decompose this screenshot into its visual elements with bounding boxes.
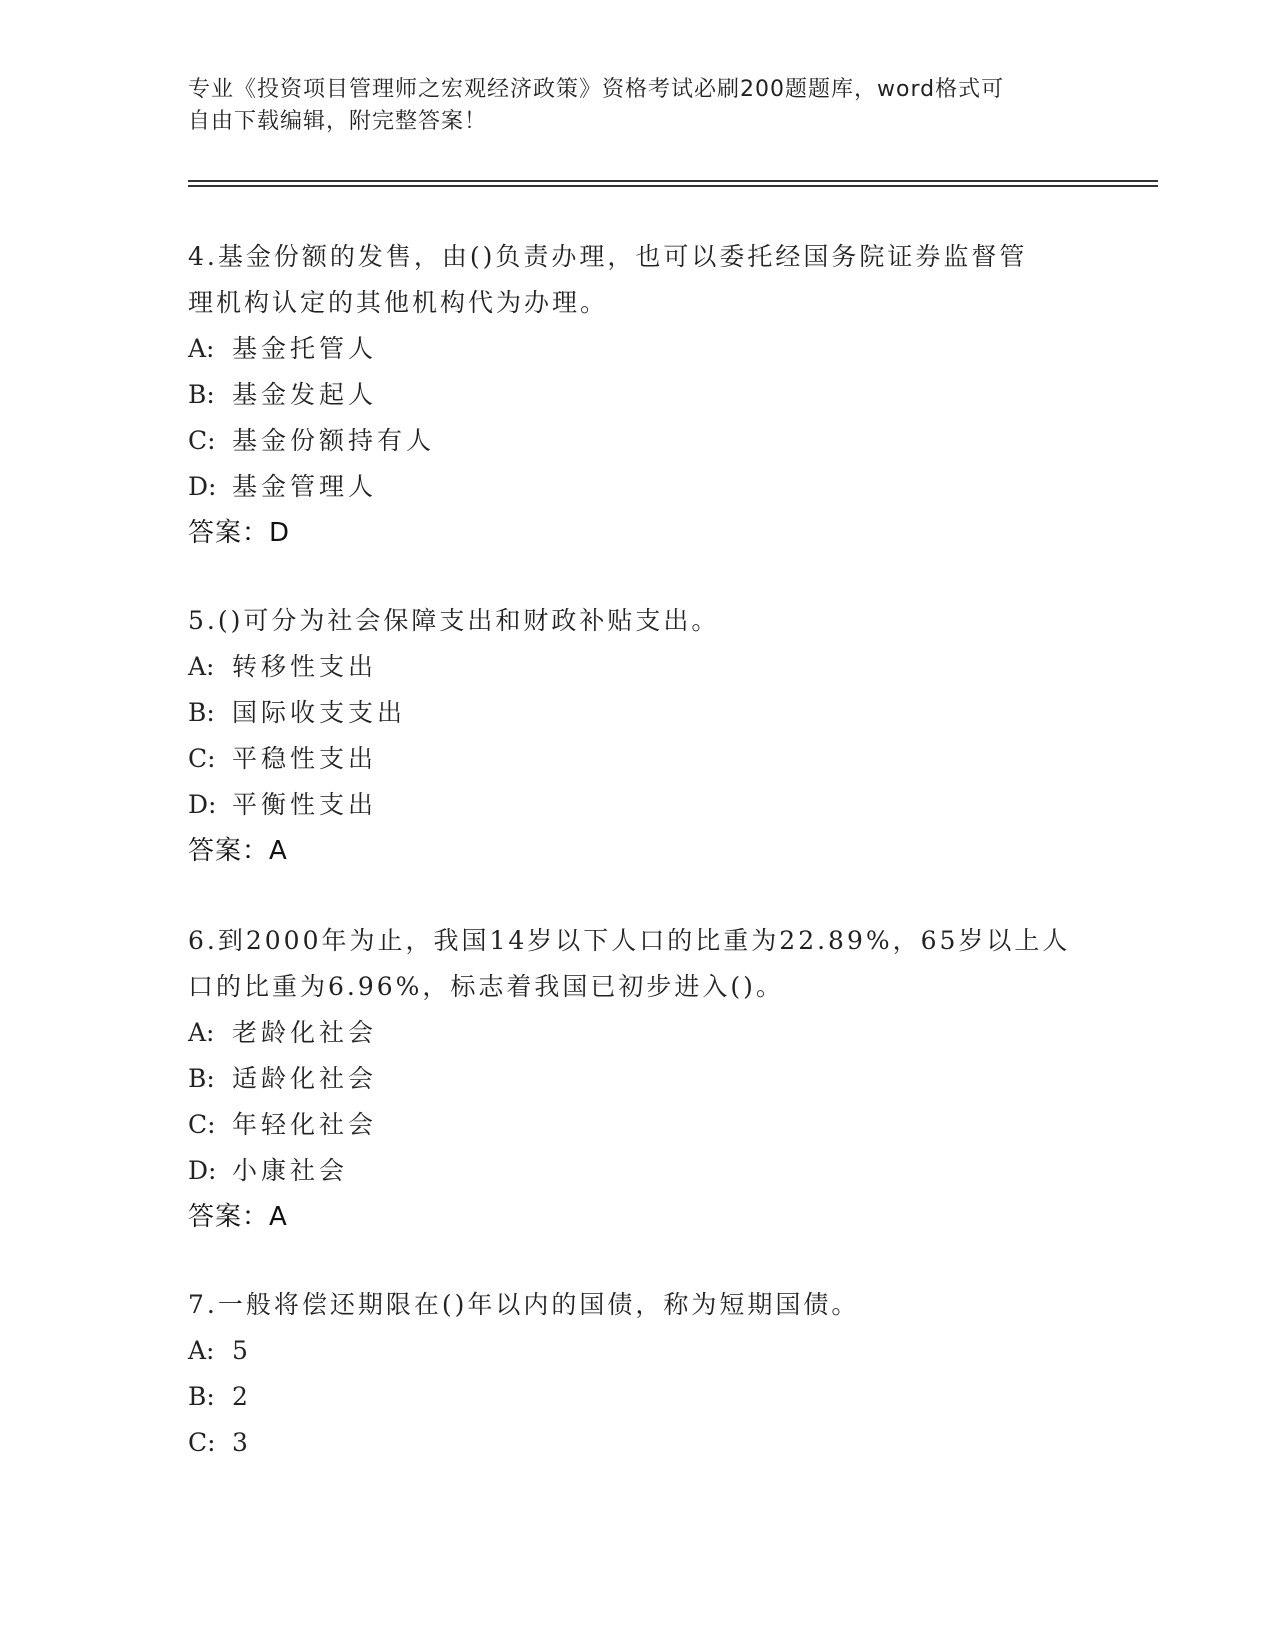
option-a [188,1328,1088,1374]
option-key: D: [188,472,217,501]
question-stem [188,598,1088,644]
question-stem-line-2: 理机构认定的其他机构代为办理。 [188,288,609,317]
answer-line: 答案：A [188,836,288,866]
option-text: 3 [232,1428,252,1457]
document-header [188,74,1088,138]
question-stem-line-2: 口的比重为6.96%，标志着我国已初步进入()。 [188,972,784,1001]
question-stem-line-1: 7.一般将偿还期限在()年以内的国债，称为短期国债。 [188,1290,860,1319]
header-line-1: 专业《投资项目管理师之宏观经济政策》资格考试必刷200题题库，word格式可 [188,77,1005,102]
answer-line: 答案：A [188,1202,288,1232]
option-c [188,418,1088,464]
question-6 [188,918,1088,1240]
question-7 [188,1282,1088,1466]
option-text: 基金份额持有人 [232,426,436,455]
question-stem [188,234,1088,326]
option-key: C: [188,744,216,773]
question-5 [188,598,1088,874]
option-text: 平稳性支出 [232,744,378,773]
option-key: A: [188,1018,215,1047]
question-stem [188,918,1088,1010]
option-text: 转移性支出 [232,652,378,681]
option-d [188,1148,1088,1194]
option-d [188,782,1088,828]
option-c [188,736,1088,782]
header-line-2: 自由下载编辑，附完整答案！ [188,109,488,134]
option-key: C: [188,1110,216,1139]
option-text: 适龄化社会 [232,1064,378,1093]
option-c [188,1420,1088,1466]
option-a [188,1010,1088,1056]
question-4 [188,234,1088,556]
option-key: B: [188,698,215,727]
question-stem-line-1: 4.基金份额的发售，由()负责办理，也可以委托经国务院证券监督管 [188,242,1028,271]
option-b [188,1056,1088,1102]
option-key: B: [188,1064,215,1093]
option-key: C: [188,1428,216,1457]
option-text: 基金管理人 [232,472,378,501]
option-text: 基金发起人 [232,380,378,409]
question-stem-line-1: 5.()可分为社会保障支出和财政补贴支出。 [188,606,720,635]
option-c [188,1102,1088,1148]
option-key: D: [188,1156,217,1185]
option-b [188,1374,1088,1420]
option-a [188,326,1088,372]
header-divider-bottom [188,185,1158,187]
option-key: C: [188,426,216,455]
option-text: 5 [232,1336,252,1365]
option-text: 国际收支支出 [232,698,407,727]
option-key: A: [188,1336,215,1365]
option-text: 年轻化社会 [232,1110,378,1139]
question-stem-line-1: 6.到2000年为止，我国14岁以下人口的比重为22.89%，65岁以上人 [188,926,1071,955]
option-text: 平衡性支出 [232,790,378,819]
option-text: 2 [232,1382,252,1411]
option-text: 老龄化社会 [232,1018,378,1047]
question-stem [188,1282,1088,1328]
answer-line: 答案：D [188,518,291,548]
option-a [188,644,1088,690]
option-text: 基金托管人 [232,334,378,363]
option-key: B: [188,380,215,409]
option-key: D: [188,790,217,819]
option-key: B: [188,1382,215,1411]
option-text: 小康社会 [232,1156,349,1185]
option-key: A: [188,334,215,363]
header-divider-top [188,180,1158,182]
option-d [188,464,1088,510]
option-b [188,690,1088,736]
option-b [188,372,1088,418]
option-key: A: [188,652,215,681]
